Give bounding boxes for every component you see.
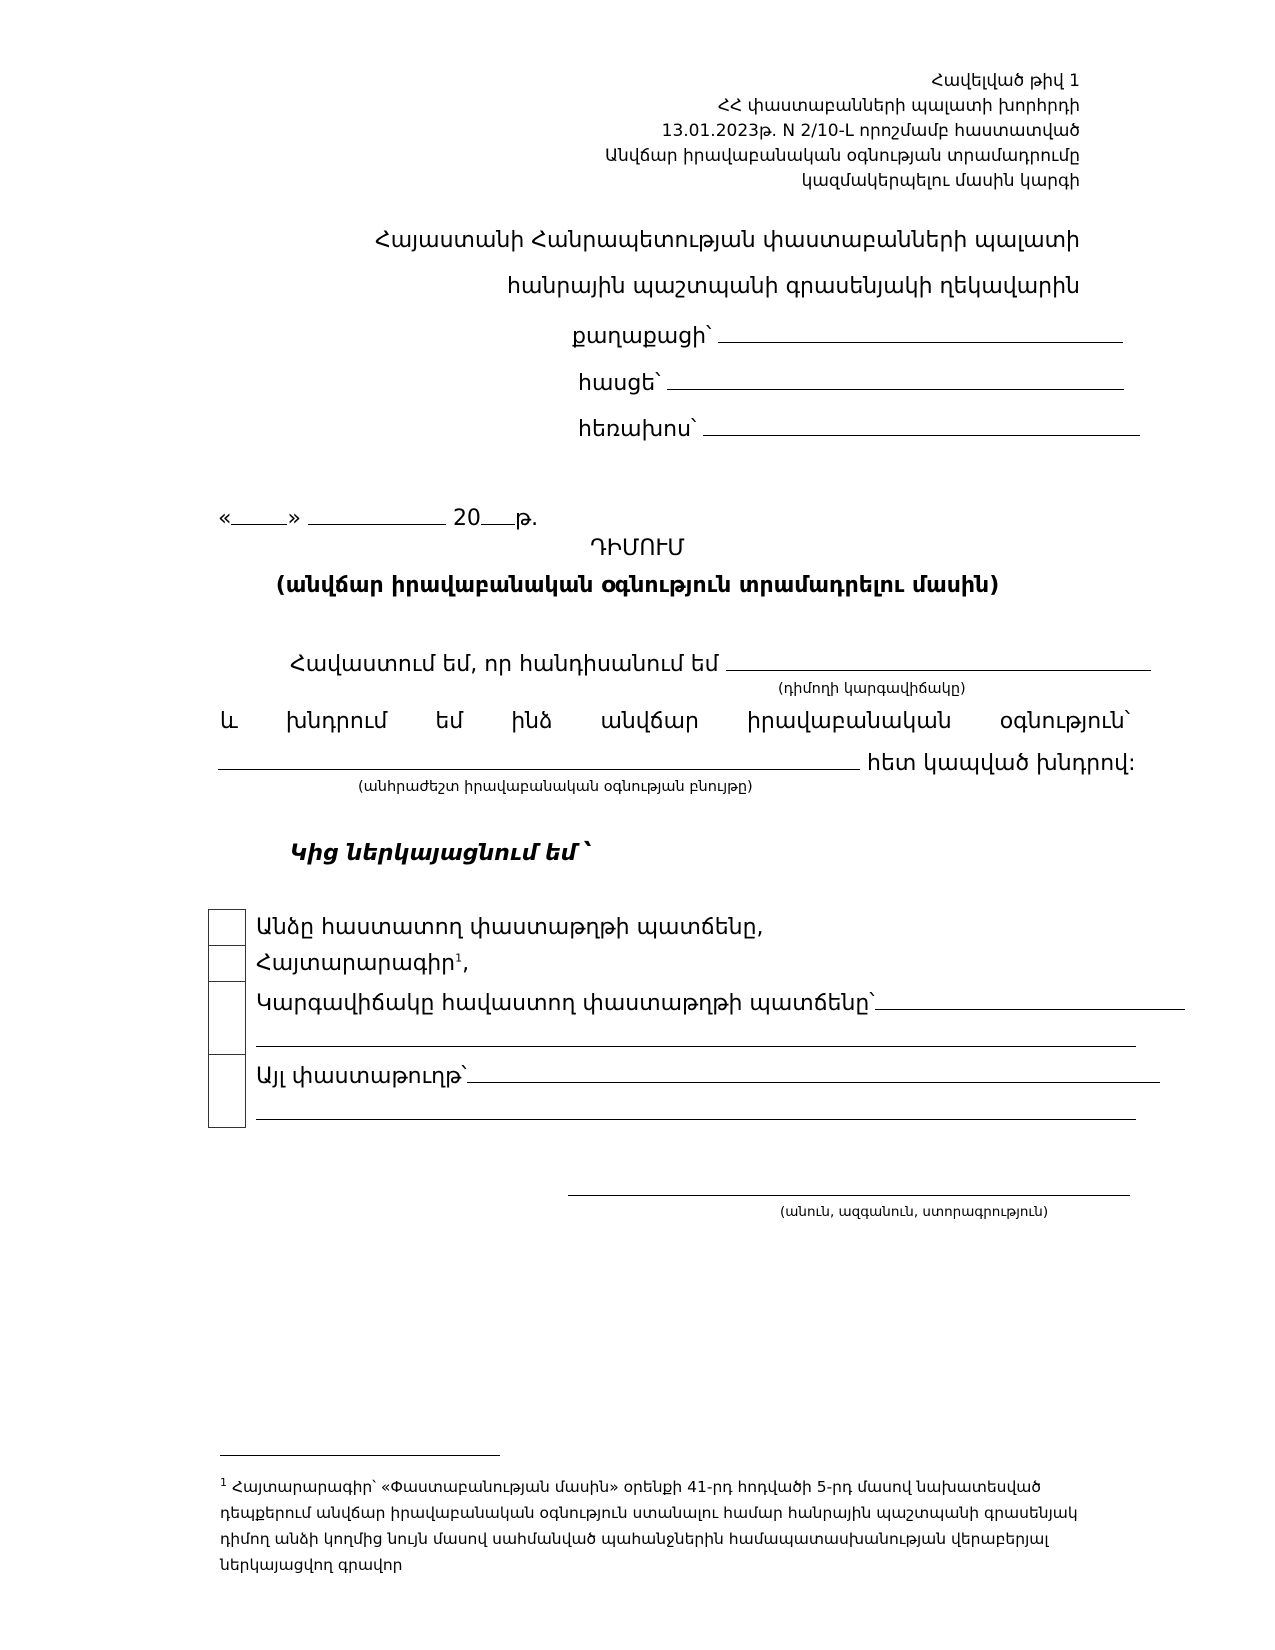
other-doc-input-line-2[interactable] [256, 1097, 1136, 1120]
request-line [220, 709, 1130, 734]
attachment-item-2 [256, 951, 469, 976]
status-caption: (դիմողի կարգավիճակը) [778, 681, 966, 697]
date-line [218, 502, 538, 531]
checkbox-status-doc[interactable] [208, 981, 246, 1055]
checkbox-other-doc[interactable] [208, 1054, 246, 1128]
request-word: խնդրում [285, 709, 388, 734]
header-line-3: 13.01.2023թ. N 2/10-Լ որոշմամբ հաստատված [661, 121, 1080, 141]
checkbox-declaration[interactable] [208, 945, 246, 982]
address-input-line[interactable] [667, 367, 1124, 390]
footnote-separator [220, 1455, 500, 1456]
issue-input-line[interactable] [218, 747, 860, 770]
day-input-line[interactable] [231, 502, 287, 525]
request-word: անվճար [600, 709, 699, 734]
request-word: ինձ [511, 709, 553, 734]
signature-line[interactable] [568, 1175, 1130, 1196]
declaration-label: Հայտարարագիր [256, 951, 456, 976]
nature-caption: (անհրաժեշտ իրավաբանական օգնության բնույթը) [358, 779, 753, 795]
date-close-quote: » [287, 506, 301, 531]
request-word: եմ [435, 709, 464, 734]
other-doc-label: Այլ փաստաթուղթ՝ [256, 1064, 467, 1089]
declaration-comma: , [462, 951, 470, 976]
phone-field [578, 413, 1140, 442]
status-doc-input-line[interactable] [875, 987, 1185, 1010]
year-suffix: թ. [514, 506, 539, 531]
footnote-marker: 1 [220, 1476, 227, 1489]
attachment-item-3 [256, 987, 1185, 1016]
year-prefix: 20 [452, 506, 481, 531]
address-label: հասցե՝ [578, 371, 661, 396]
document-title: ԴԻՄՈՒՄ [590, 536, 685, 561]
issue-suffix: հետ կապված խնդրով: [867, 751, 1136, 776]
footnote-text: Հայտարարագիր՝ «Փաստաբանության մասին» օրենքի 41-րդ հոդվածի 5-րդ մասով նախատեսված դեպքերում անվճար իրավաբանական օգնություն ստանալու համար հանրային պաշտպանի գրասենյակ դիմող անձի կողմից նույն մասով սահմանված պահանջներին համապատասխանության վերաբերյալ ներկայացվող գրավոր [220, 1478, 1078, 1575]
attachments-heading: Կից ներկայացնում եմ ՝ [290, 841, 592, 866]
confirm-line [290, 648, 1151, 677]
other-doc-input-line[interactable] [467, 1060, 1160, 1083]
citizen-input-line[interactable] [718, 320, 1123, 343]
status-input-line[interactable] [726, 648, 1151, 671]
request-word: օգնություն՝ [999, 709, 1130, 734]
document-subtitle: (անվճար իրավաբանական օգնություն տրամադրելու մասին) [275, 573, 1000, 598]
checkbox-id-copy[interactable] [208, 909, 246, 946]
address-field [578, 367, 1124, 396]
phone-label: հեռախոս՝ [578, 417, 697, 442]
confirm-text: Հավաստում եմ, որ հանդիսանում եմ [290, 652, 719, 677]
month-input-line[interactable] [308, 502, 446, 525]
year-input-line[interactable] [481, 502, 515, 525]
issue-line [218, 747, 1136, 776]
attachment-item-4 [256, 1060, 1160, 1089]
addressee-line-2: հանրային պաշտպանի գրասենյակի ղեկավարին [507, 274, 1080, 299]
status-doc-input-line-2[interactable] [256, 1024, 1136, 1047]
phone-input-line[interactable] [703, 413, 1140, 436]
footnote [220, 1470, 1120, 1578]
footnote-ref: 1 [455, 951, 463, 965]
request-word: իրավաբանական [746, 709, 952, 734]
header-line-1: Հավելված թիվ 1 [931, 71, 1080, 91]
attachment-item-1: Անձը հաստատող փաստաթղթի պատճենը, [256, 915, 764, 940]
addressee-line-1: Հայաստանի Հանրապետության փաստաբանների պալատի [375, 228, 1080, 253]
header-line-4: Անվճար իրավաբանական օգնության տրամադրումը [605, 146, 1080, 166]
header-line-2: ՀՀ փաստաբանների պալատի խորհրդի [717, 96, 1080, 116]
request-word: և [220, 709, 238, 734]
citizen-field [572, 320, 1123, 349]
status-doc-label: Կարգավիճակը հավաստող փաստաթղթի պատճենը՝ [256, 991, 875, 1016]
header-line-5: կազմակերպելու մասին կարգի [801, 171, 1080, 191]
date-open-quote: « [218, 506, 232, 531]
signature-caption: (անուն, ազգանուն, ստորագրություն) [780, 1204, 1049, 1220]
citizen-label: քաղաքացի՝ [572, 324, 712, 349]
